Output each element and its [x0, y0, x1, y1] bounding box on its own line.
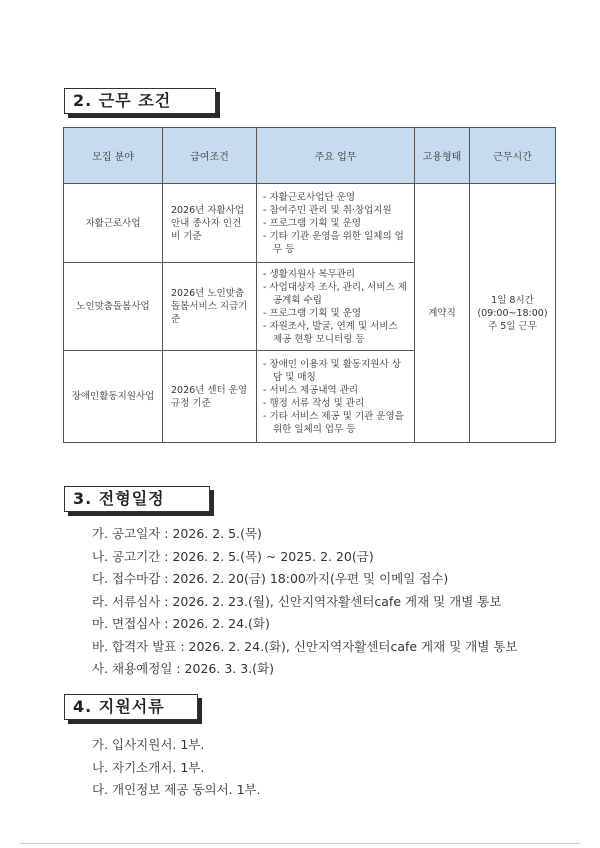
salary-cell: 2026년 자활사업안내 종사자 인건비 기준	[163, 184, 257, 263]
list-item: 가. 공고일자 : 2026. 2. 5.(목)	[92, 526, 262, 541]
duty-item: - 사업대상자 조사, 관리, 서비스 제공계획 수립	[263, 281, 408, 307]
duty-item: - 자활근로사업단 운영	[263, 191, 408, 204]
table-row	[64, 184, 556, 263]
hours-line: 주 5일 근무	[488, 320, 537, 332]
duties-cell	[257, 351, 415, 443]
list-item: 마. 면접심사 : 2026. 2. 24.(화)	[92, 616, 270, 631]
field-cell: 노인맞춤돌봄사업	[64, 263, 163, 351]
field-cell: 장애인활동지원사업	[64, 351, 163, 443]
header-field: 모집 분야	[64, 128, 163, 184]
duty-item: - 프로그램 기획 및 운영	[263, 217, 408, 230]
duty-item: - 행정 서류 작성 및 관리	[263, 397, 408, 410]
section-4-title: 4. 지원서류	[64, 694, 198, 720]
documents-list	[92, 734, 261, 802]
duties-cell	[257, 263, 415, 351]
field-cell: 자활근로사업	[64, 184, 163, 263]
header-hours: 근무시간	[470, 128, 556, 184]
header-salary: 급여조건	[163, 128, 257, 184]
duty-item: - 기타 서비스 제공 및 기관 운영을 위한 일체의 업무 등	[263, 410, 408, 436]
duties-cell	[257, 184, 415, 263]
duty-item: - 장애인 이용자 및 활동지원사 상담 및 매칭	[263, 358, 408, 384]
section-2-title: 2. 근무 조건	[64, 88, 216, 114]
list-item: 가. 입사지원서. 1부.	[92, 737, 205, 752]
list-item: 라. 서류심사 : 2026. 2. 23.(월), 신안지역자활센터cafe 게재 및 개별 통보	[92, 593, 502, 609]
duty-item: - 참여주민 관리 및 취·창업지원	[263, 204, 408, 217]
list-item: 사. 채용예정일 : 2026. 3. 3.(화)	[92, 661, 274, 676]
hours-line: 1일 8시간	[491, 294, 534, 306]
list-item: 다. 개인정보 제공 동의서. 1부.	[92, 782, 261, 797]
hours-line: (09:00~18:00)	[477, 307, 548, 319]
employment-cell: 계약직	[415, 184, 470, 443]
duty-item: - 생활지원사 복무관리	[263, 268, 408, 281]
duty-item: - 기타 기관 운영을 위한 일체의 업무 등	[263, 230, 408, 256]
schedule-list	[92, 523, 517, 681]
list-item: 다. 접수마감 : 2026. 2. 20(금) 18:00까지(우편 및 이메일 접수)	[92, 571, 449, 586]
work-conditions-table	[63, 127, 556, 443]
table-header-row	[64, 128, 556, 184]
list-item: 나. 자기소개서. 1부.	[92, 759, 205, 775]
page-divider	[20, 843, 580, 844]
duty-item: - 자원조사, 발굴, 연계 및 서비스 제공 현황 모니터링 등	[263, 320, 408, 346]
header-employment: 고용형태	[415, 128, 470, 184]
list-item: 바. 합격자 발표 : 2026. 2. 24.(화), 신안지역자활센터cafe 게재 및 개별 통보	[92, 638, 518, 654]
header-duties: 주요 업무	[257, 128, 415, 184]
salary-cell: 2026년 센터 운영규정 기준	[163, 351, 257, 443]
duty-item: - 프로그램 기획 및 운영	[263, 307, 408, 320]
hours-cell	[470, 184, 556, 443]
list-item: 나. 공고기간 : 2026. 2. 5.(목) ~ 2025. 2. 20(금)	[92, 548, 374, 564]
section-3-title: 3. 전형일정	[64, 486, 210, 512]
salary-cell: 2026년 노인맞춤돌봄서비스 지급기준	[163, 263, 257, 351]
duty-item: - 서비스 제공내역 관리	[263, 384, 408, 397]
